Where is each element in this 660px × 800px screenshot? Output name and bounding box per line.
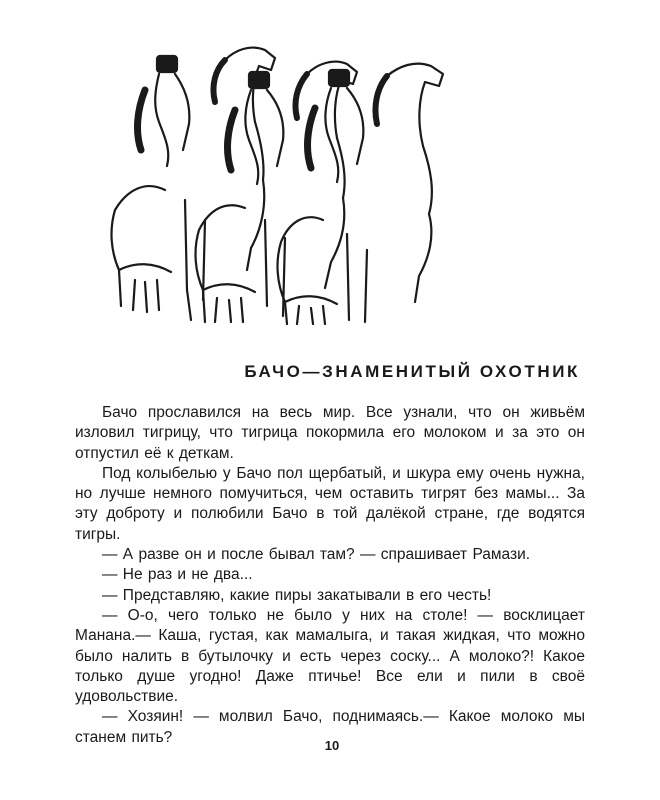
three-horsemen-illustration (75, 30, 465, 325)
mane-middle (295, 74, 307, 118)
chapter-title: БАЧО—ЗНАМЕНИТЫЙ ОХОТНИК (244, 362, 580, 381)
horse-right (278, 64, 443, 324)
rider-middle (228, 72, 284, 184)
paragraph: Под колыбелью у Бачо пол щербатый, и шкура ему очень нужна, но лучше немного помучиться, чем оставить тигрят без мамы... За эту доброту и полюбили Бачо в той далёкой стране, где водятся тигры. (75, 464, 585, 543)
paragraph: — Хозяин! — молвил Бачо, поднимаясь.— Какое молоко мы станем пить? (75, 708, 585, 746)
mane-right (375, 76, 387, 124)
horse-middle (196, 62, 357, 322)
paragraph: — А разве он и после бывал там? — спрашивает Рамази. (102, 546, 531, 564)
story-text (75, 403, 585, 748)
paragraph: Бачо прославился на весь мир. Все узнали, что он живьём изловил тигрицу, что тигрица покормила его молоком и за это он отпустил её к деткам. (75, 404, 585, 462)
paragraph: — Не раз и не два... (102, 566, 253, 584)
page-number: 10 (324, 738, 340, 753)
rider-left (138, 56, 190, 166)
paragraph: — Представляю, какие пиры закатывали в его честь! (102, 586, 492, 604)
paragraph: — О-о, чего только не было у них на столе! — восклицает Манана.— Каша, густая, как мамалыга, и такая жидкая, что можно было налить в бутылочку и есть через соску... А молоко?! Какое только душе угодно! Даже птичье! Все ели и пили в своё удовольствие. (75, 606, 585, 706)
mane-left (213, 60, 225, 102)
